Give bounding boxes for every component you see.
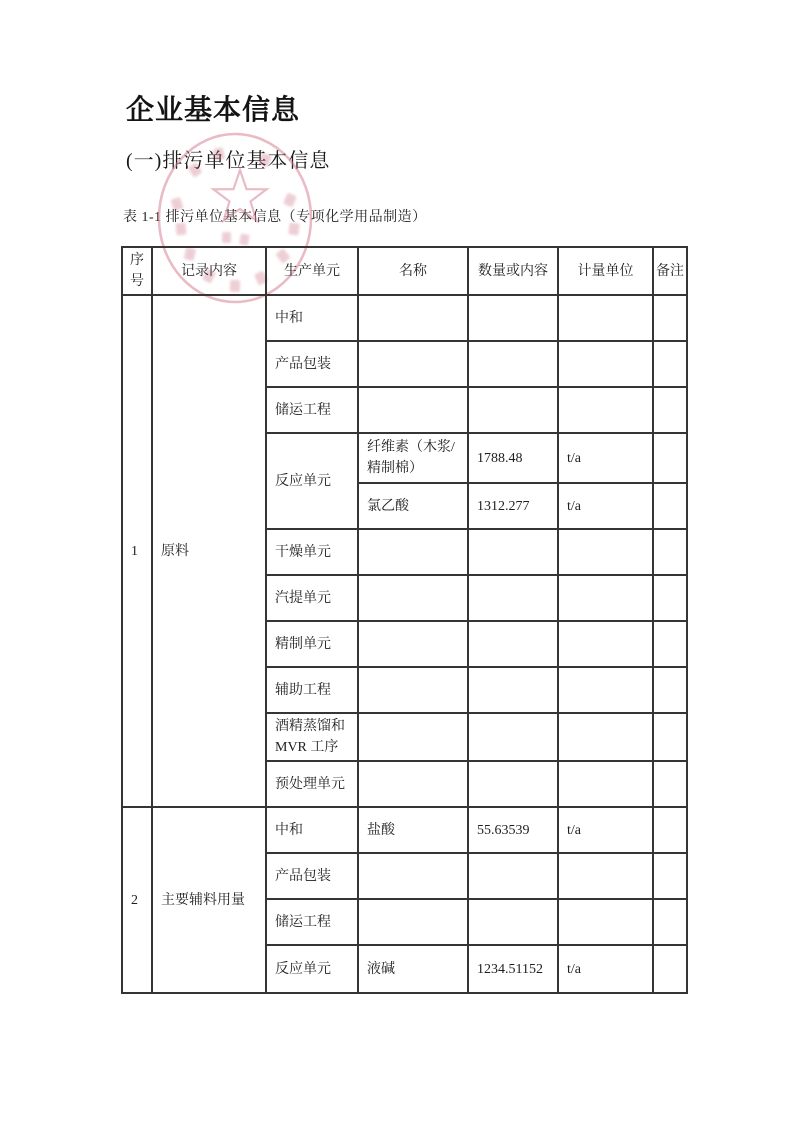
col-header-no: 序号 — [122, 247, 152, 295]
remark-cell — [653, 621, 687, 667]
group2-no: 2 — [122, 807, 152, 993]
table-caption: 表 1-1 排污单位基本信息（专项化学用品制造） — [123, 210, 427, 225]
name-cell — [358, 667, 468, 713]
group2-record: 主要辅料用量 — [152, 807, 266, 993]
name-cell — [358, 899, 468, 945]
measure-cell — [558, 899, 653, 945]
qty-cell: 1312.277 — [468, 483, 558, 529]
remark-cell — [653, 295, 687, 341]
remark-cell — [653, 575, 687, 621]
measure-cell — [558, 667, 653, 713]
col-header-measure: 计量单位 — [558, 247, 653, 295]
header-row — [122, 247, 687, 295]
unit-cell: 酒精蒸馏和MVR 工序 — [266, 713, 358, 761]
measure-cell — [558, 529, 653, 575]
name-cell — [358, 853, 468, 899]
col-header-remark: 备注 — [653, 247, 687, 295]
unit-cell: 汽提单元 — [266, 575, 358, 621]
name-cell — [358, 295, 468, 341]
measure-cell — [558, 341, 653, 387]
qty-cell — [468, 575, 558, 621]
unit-cell: 反应单元 — [266, 433, 358, 529]
measure-cell — [558, 387, 653, 433]
measure-cell — [558, 621, 653, 667]
col-header-unit: 生产单元 — [266, 247, 358, 295]
unit-cell: 精制单元 — [266, 621, 358, 667]
table-row — [122, 295, 687, 341]
unit-cell: 产品包装 — [266, 853, 358, 899]
unit-cell: 中和 — [266, 295, 358, 341]
measure-cell — [558, 853, 653, 899]
unit-cell: 产品包装 — [266, 341, 358, 387]
name-cell — [358, 529, 468, 575]
remark-cell — [653, 853, 687, 899]
qty-cell: 55.63539 — [468, 807, 558, 853]
measure-cell — [558, 761, 653, 807]
remark-cell — [653, 529, 687, 575]
qty-cell — [468, 295, 558, 341]
col-header-qty: 数量或内容 — [468, 247, 558, 295]
name-cell: 氯乙酸 — [358, 483, 468, 529]
remark-cell — [653, 807, 687, 853]
name-cell: 液碱 — [358, 945, 468, 993]
name-cell — [358, 341, 468, 387]
basic-info-table — [121, 246, 688, 994]
unit-cell: 预处理单元 — [266, 761, 358, 807]
measure-cell: t/a — [558, 483, 653, 529]
unit-cell: 干燥单元 — [266, 529, 358, 575]
qty-cell — [468, 621, 558, 667]
remark-cell — [653, 433, 687, 483]
table-row — [122, 807, 687, 853]
page-title: 企业基本信息 — [126, 95, 301, 126]
measure-cell — [558, 295, 653, 341]
remark-cell — [653, 713, 687, 761]
col-header-name: 名称 — [358, 247, 468, 295]
remark-cell — [653, 761, 687, 807]
unit-cell: 辅助工程 — [266, 667, 358, 713]
remark-cell — [653, 483, 687, 529]
qty-cell — [468, 899, 558, 945]
name-cell — [358, 761, 468, 807]
unit-cell: 储运工程 — [266, 387, 358, 433]
qty-cell: 1234.51152 — [468, 945, 558, 993]
remark-cell — [653, 899, 687, 945]
measure-cell — [558, 713, 653, 761]
remark-cell — [653, 341, 687, 387]
name-cell — [358, 713, 468, 761]
unit-cell: 反应单元 — [266, 945, 358, 993]
remark-cell — [653, 667, 687, 713]
name-cell: 盐酸 — [358, 807, 468, 853]
section-heading: (一)排污单位基本信息 — [126, 150, 331, 172]
measure-cell: t/a — [558, 433, 653, 483]
qty-cell — [468, 341, 558, 387]
unit-cell: 中和 — [266, 807, 358, 853]
col-header-record: 记录内容 — [152, 247, 266, 295]
remark-cell — [653, 945, 687, 993]
name-cell: 纤维素（木浆/精制棉） — [358, 433, 468, 483]
measure-cell: t/a — [558, 945, 653, 993]
qty-cell — [468, 387, 558, 433]
qty-cell — [468, 713, 558, 761]
unit-cell: 储运工程 — [266, 899, 358, 945]
qty-cell — [468, 667, 558, 713]
remark-cell — [653, 387, 687, 433]
qty-cell — [468, 853, 558, 899]
measure-cell — [558, 575, 653, 621]
group1-record: 原料 — [152, 295, 266, 807]
qty-cell — [468, 529, 558, 575]
measure-cell: t/a — [558, 807, 653, 853]
group1-no: 1 — [122, 295, 152, 807]
name-cell — [358, 387, 468, 433]
name-cell — [358, 621, 468, 667]
qty-cell — [468, 761, 558, 807]
name-cell — [358, 575, 468, 621]
qty-cell: 1788.48 — [468, 433, 558, 483]
